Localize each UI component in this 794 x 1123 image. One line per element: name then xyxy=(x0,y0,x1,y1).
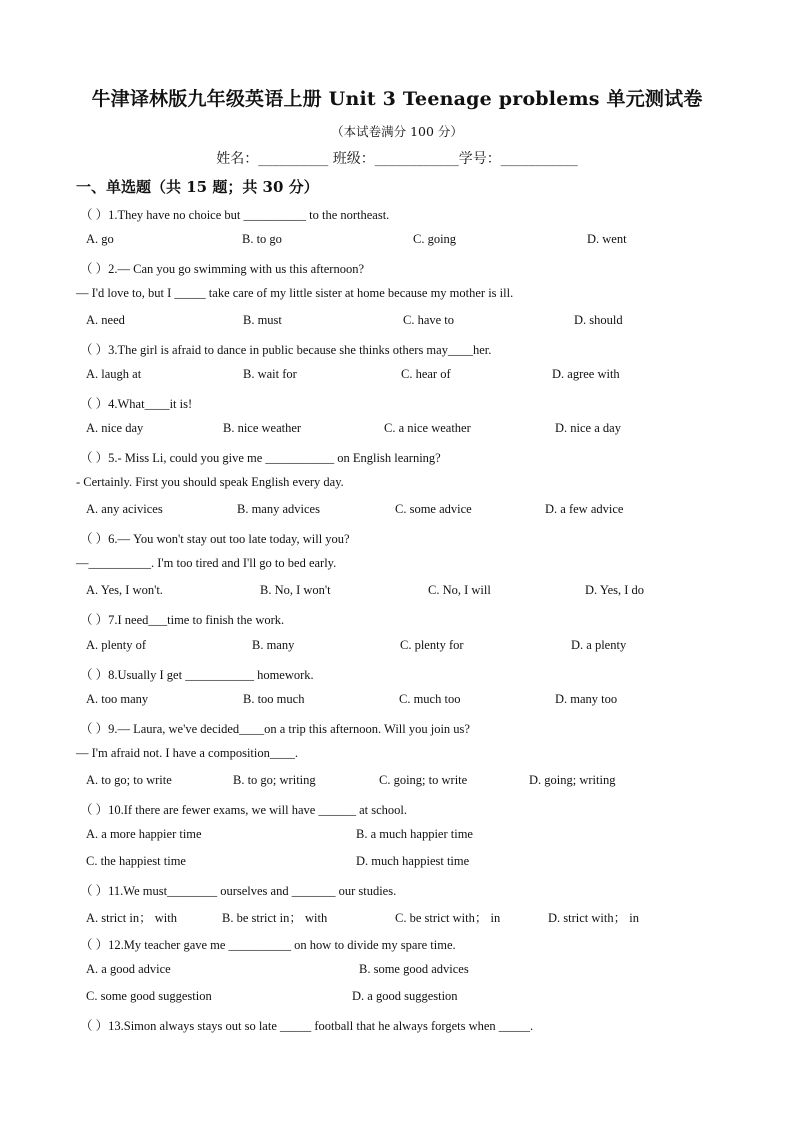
q2-option-a: A. need xyxy=(86,313,125,327)
q9-option-a: A. to go; to write xyxy=(86,773,172,787)
question-11-stem: （ ）11.We must________ ourselves and _______ our studies. xyxy=(80,884,397,898)
q4-option-a: A. nice day xyxy=(86,421,144,435)
q10-option-c: C. the happiest time xyxy=(86,854,186,868)
student-info-line: 姓名：__________ 班级：____________学号：___________ xyxy=(216,151,578,167)
q12-option-b: B. some good advices xyxy=(359,962,469,976)
q9-option-c: C. going; to write xyxy=(379,773,468,787)
q9-option-b: B. to go; writing xyxy=(233,773,316,787)
q8-option-c: C. much too xyxy=(399,692,461,706)
question-1-stem: （ ）1.They have no choice but __________ to the northeast. xyxy=(80,208,390,222)
q3-option-d: D. agree with xyxy=(552,367,620,381)
question-7-stem: （ ）7.I need___time to finish the work. xyxy=(80,613,285,627)
question-9-stem: （ ）9.— Laura, we've decided____on a trip this afternoon. Will you join us? xyxy=(80,722,470,736)
q11-option-a: A. strict in； with xyxy=(86,911,177,925)
q9-option-d: D. going; writing xyxy=(529,773,616,787)
question-2-reply: — I'd love to, but I _____ take care of my little sister at home because my mother is ill. xyxy=(76,286,514,300)
q1-option-d: D. went xyxy=(587,232,627,246)
q8-option-b: B. too much xyxy=(243,692,305,706)
question-5-stem: （ ）5.- Miss Li, could you give me ___________ on English learning? xyxy=(80,451,441,465)
q4-option-c: C. a nice weather xyxy=(384,421,471,435)
q11-option-d: D. strict with； in xyxy=(548,911,639,925)
question-3-stem: （ ）3.The girl is afraid to dance in public because she thinks others may____her. xyxy=(80,343,492,357)
q1-option-a: A. go xyxy=(86,232,114,246)
q6-option-d: D. Yes, I do xyxy=(585,583,645,597)
q5-option-a: A. any acivices xyxy=(86,502,163,516)
q7-option-a: A. plenty of xyxy=(86,638,147,652)
q4-option-d: D. nice a day xyxy=(555,421,621,435)
q12-option-c: C. some good suggestion xyxy=(86,989,212,1003)
question-9-reply: — I'm afraid not. I have a composition____. xyxy=(76,746,298,760)
question-2-stem: （ ）2.— Can you go swimming with us this afternoon? xyxy=(80,262,365,276)
q8-option-a: A. too many xyxy=(86,692,149,706)
q11-option-c: C. be strict with； in xyxy=(395,911,501,925)
q6-option-a: A. Yes, I won't. xyxy=(86,583,163,597)
q10-option-b: B. a much happier time xyxy=(356,827,473,841)
question-6-reply: —__________. I'm too tired and I'll go to bed early. xyxy=(76,556,337,570)
q5-option-b: B. many advices xyxy=(237,502,320,516)
q5-option-c: C. some advice xyxy=(395,502,472,516)
q7-option-b: B. many xyxy=(252,638,295,652)
q8-option-d: D. many too xyxy=(555,692,618,706)
q2-option-b: B. must xyxy=(243,313,282,327)
question-10-stem: （ ）10.If there are fewer exams, we will have ______ at school. xyxy=(80,803,407,817)
q6-option-c: C. No, I will xyxy=(428,583,491,597)
q12-option-a: A. a good advice xyxy=(86,962,171,976)
q10-option-d: D. much happiest time xyxy=(356,854,470,868)
question-13-stem: （ ）13.Simon always stays out so late _____ football that he always forgets when _____. xyxy=(80,1019,534,1033)
q12-option-d: D. a good suggestion xyxy=(352,989,458,1003)
q6-option-b: B. No, I won't xyxy=(260,583,331,597)
q11-option-b: B. be strict in； with xyxy=(222,911,328,925)
question-8-stem: （ ）8.Usually I get ___________ homework. xyxy=(80,668,314,682)
section-heading: 一、单选题（共 15 题；共 30 分） xyxy=(76,178,319,196)
q7-option-d: D. a plenty xyxy=(571,638,627,652)
score-note: （本试卷满分 100 分） xyxy=(331,124,463,139)
q7-option-c: C. plenty for xyxy=(400,638,464,652)
q3-option-b: B. wait for xyxy=(243,367,297,381)
q1-option-b: B. to go xyxy=(242,232,282,246)
q5-option-d: D. a few advice xyxy=(545,502,624,516)
q2-option-d: D. should xyxy=(574,313,623,327)
q3-option-a: A. laugh at xyxy=(86,367,142,381)
question-4-stem: （ ）4.What____it is! xyxy=(80,397,193,411)
q1-option-c: C. going xyxy=(413,232,457,246)
q2-option-c: C. have to xyxy=(403,313,455,327)
question-12-stem: （ ）12.My teacher gave me __________ on how to divide my spare time. xyxy=(80,938,456,952)
document-title: 牛津译林版九年级英语上册 Unit 3 Teenage problems 单元测试卷 xyxy=(91,88,703,110)
q10-option-a: A. a more happier time xyxy=(86,827,202,841)
q3-option-c: C. hear of xyxy=(401,367,451,381)
question-5-reply: - Certainly. First you should speak English every day. xyxy=(76,475,344,489)
question-6-stem: （ ）6.— You won't stay out too late today, will you? xyxy=(80,532,350,546)
q4-option-b: B. nice weather xyxy=(223,421,302,435)
